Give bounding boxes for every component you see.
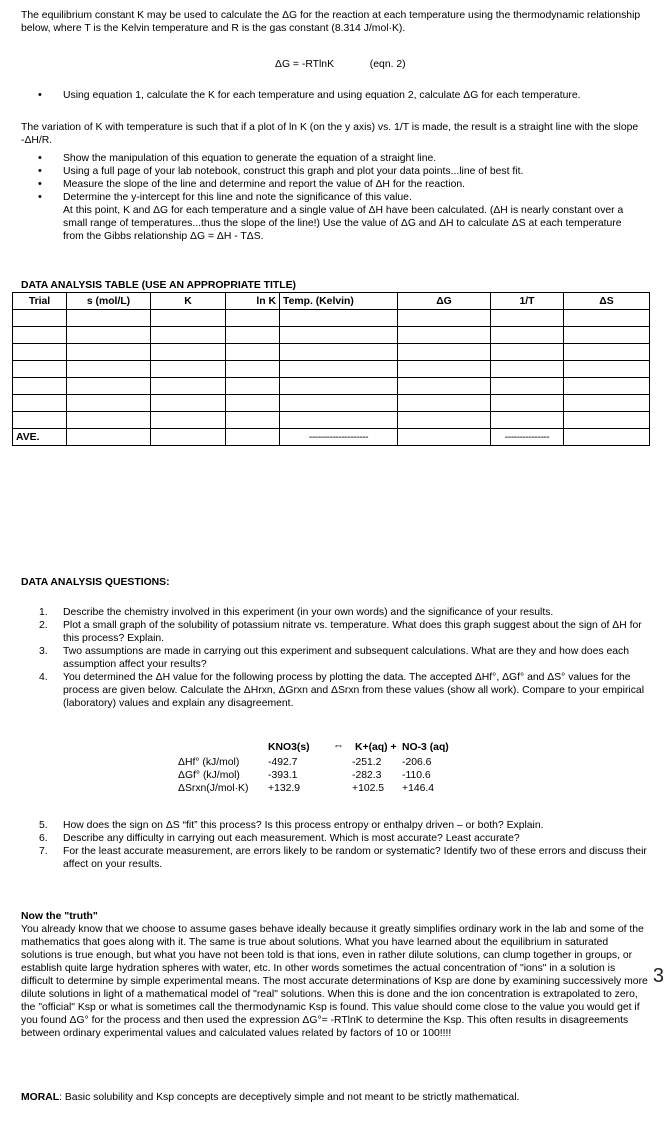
truth-paragraph: You already know that we choose to assume gases behave ideally because it greatly simplifies ordinary work in the lab and some of the mathematics that goes along with it. The same is true about solutions. What you have learned about the equilibrium in saturated solutions is true enough, but what you have not been told is that ions, even in rather dilute solutions, can clump together in groups, or establish quite large hydration spheres with water, etc. In other words sometimes the actual concentration of "ions" in a solution is difficult to determine by simple experimental means. The most accurate determinations of Ksp are done by examining successively more dilute solutions in light of a mathematical model of "real" solutions. When this is done and the ion concentration is extrapolated to zero, the "official" Ksp or what is sometimes call the thermodynamic Ksp is found. This value should come close to the value you would get if you found ΔG° for the process and then used the expression ΔG°= -RTlnK to determine the Ksp. This often results in disagreements between ordinary experimental values and calculated values related by factors of 10 or 100!!!! (21, 924, 648, 1039)
list-item: • Using a full page of your lab notebook, construct this graph and plot your data points...line of best fit. (38, 165, 628, 178)
list-item: 3. Two assumptions are made in carrying out this experiment and subsequent calculations. What are they and how does each assumption affect your results? (39, 646, 630, 670)
table-row (13, 412, 650, 429)
equation-label: (eqn. 2) (369, 59, 406, 70)
table-header-row (13, 293, 650, 310)
thermo-species-kno3: KNO3(s) (268, 742, 310, 753)
list-item: 2. Plot a small graph of the solubility of potassium nitrate vs. temperature. What does this graph suggest about the sign of ΔH for this process? Explain. (39, 620, 642, 644)
table-row (13, 378, 650, 395)
thermo-labels (178, 756, 248, 795)
equilibrium-arrow-icon: ⇔ (333, 740, 344, 752)
header-s: s (mol/L) (67, 293, 151, 310)
list-item: • Determine the y-intercept for this line and note the significance of this value. (38, 191, 628, 204)
page-number-glyph: 3 (652, 965, 664, 987)
table-row (13, 395, 650, 412)
thermo-label: ΔHf° (kJ/mol) (178, 757, 240, 768)
intro-bullets (38, 89, 638, 102)
questions-list (21, 606, 653, 710)
inv-t-dashes: --------------- (491, 429, 564, 446)
header-ds: ΔS (564, 293, 650, 310)
header-inv-t: 1/T (491, 293, 564, 310)
list-item: 1. Describe the chemistry involved in this experiment (in your own words) and the significance of your results. (39, 607, 554, 618)
header-lnk: ln K (226, 293, 280, 310)
table-row (13, 361, 650, 378)
list-item: 6. Describe any difficulty in carrying out each measurement. Which is most accurate? Least accurate? (39, 833, 520, 844)
list-item: 4. You determined the ΔH value for the following process by plotting the data. The accepted ΔHf°, ΔGf° and ΔS° values for the process are given below. Calculate the ΔHrxn, ΔGrxn and ΔSrxn from these values (show all work). Compare to your empirical (laboratory) values and explain any disagreement. (39, 672, 644, 709)
variation-paragraph: The variation of K with temperature is such that if a plot of ln K (on the y axis) vs. 1/T is made, the result is a straight line with the slope -ΔH/R. (21, 122, 639, 146)
moral-line (21, 1091, 519, 1104)
equation: ΔG = -RTlnK (275, 59, 335, 70)
truth-heading: Now the "truth" (21, 911, 98, 922)
table-title: DATA ANALYSIS TABLE (USE AN APPROPRIATE TITLE) (21, 280, 296, 291)
thermo-species-no3: NO-3 (aq) (402, 742, 449, 753)
list-item: • Show the manipulation of this equation to generate the equation of a straight line. (38, 152, 628, 165)
temp-dashes: -------------------- (280, 429, 398, 446)
thermo-k-values: -251.2 -282.3 +102.5 (352, 757, 385, 794)
header-trial: Trial (13, 293, 67, 310)
data-analysis-table (12, 292, 650, 446)
list-item: 7. For the least accurate measurement, are errors likely to be random or systematic? Identify two of these errors and discuss their affect on your results. (39, 846, 647, 870)
variation-continuation: At this point, K and ΔG for each temperature and a single value of ΔH have been calculated. (ΔH is nearly constant over a small range of temperatures...thus the slope of the line!) Use the value of ΔG and ΔH to calculate ΔS at each temperature from the Gibbs relationship ΔG = ΔH - TΔS. (63, 205, 624, 242)
table-row (13, 310, 650, 327)
table-row (13, 327, 650, 344)
thermo-kno3-values: -492.7 -393.1 +132.9 (268, 757, 301, 794)
thermo-label: ΔSrxn(J/mol·K) (178, 783, 249, 794)
questions-list-continued (21, 819, 653, 871)
thermo-no3-values: -206.6 -110.6 +146.4 (402, 757, 435, 794)
equation-line (275, 58, 406, 71)
list-item: 5. How does the sign on ΔS “fit” this process? Is this process entropy or enthalpy driven – or both? Explain. (39, 820, 544, 831)
moral-text: : Basic solubility and Ksp concepts are deceptively simple and not meant to be strictly mathematical. (59, 1092, 520, 1103)
intro-paragraph: The equilibrium constant K may be used to calculate the ΔG for the reaction at each temperature using the thermodynamic relationship below, where T is the Kelvin temperature and R is the gas constant (8.314 J/mol·K). (21, 10, 641, 34)
ave-label: AVE. (13, 429, 67, 446)
table-row (13, 344, 650, 361)
moral-label: MORAL (21, 1092, 60, 1103)
header-dg: ΔG (398, 293, 491, 310)
list-item: • Using equation 1, calculate the K for each temperature and using equation 2, calculate ΔG for each temperature. (38, 89, 638, 102)
header-k: K (151, 293, 226, 310)
list-item: • Measure the slope of the line and determine and report the value of ΔH for the reaction. (38, 178, 628, 191)
header-temp: Temp. (Kelvin) (280, 293, 398, 310)
thermo-label: ΔGf° (kJ/mol) (178, 770, 240, 781)
table-ave-row (13, 429, 650, 446)
questions-heading: DATA ANALYSIS QUESTIONS: (21, 577, 170, 588)
thermo-species-k: K+(aq) + (355, 742, 397, 753)
variation-bullets (38, 152, 628, 243)
